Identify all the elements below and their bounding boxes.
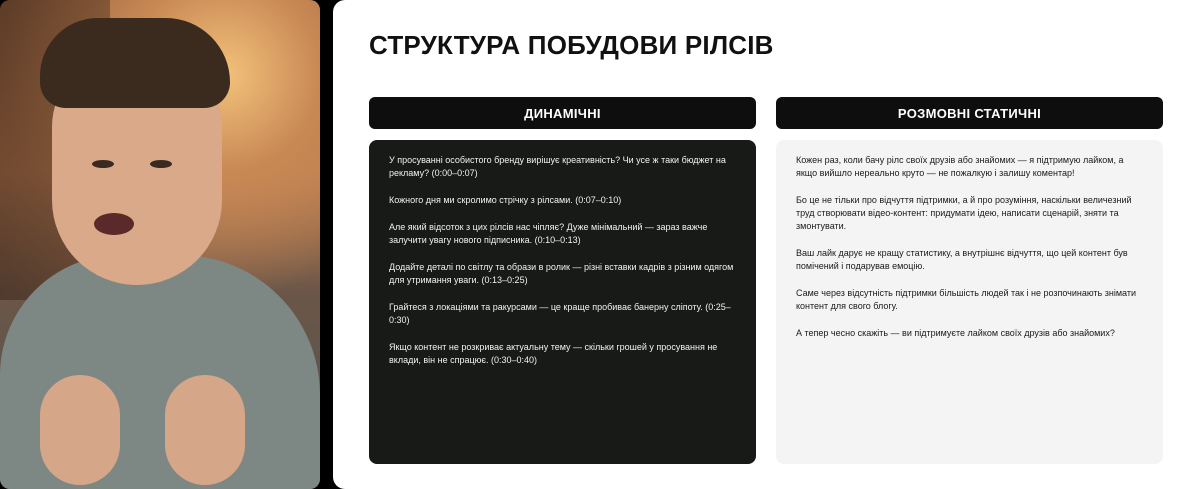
static-paragraph: Ваш лайк дарує не кращу статистику, а внутрішнє відчуття, що цей контент був помічений і подарував емоцію. — [796, 248, 1128, 271]
speaker-hand-right — [165, 375, 245, 485]
static-paragraph: Саме через відсутність підтримки більшість людей так і не розпочинають знімати контент для свого блогу. — [796, 288, 1136, 311]
dynamic-paragraph: Кожного дня ми скролимо стрічку з рілсами. (0:07–0:10) — [389, 195, 622, 205]
column-header-static: РОЗМОВНІ СТАТИЧНІ — [776, 97, 1163, 129]
speaker-mouth — [94, 213, 134, 235]
static-card — [776, 140, 1163, 464]
dynamic-card — [369, 140, 756, 464]
dynamic-paragraph: Але який відсоток з цих рілсів нас чіпляє? Дуже мінімальний — зараз важче залучити увагу нового підписника. (0:10–0:13) — [389, 222, 708, 245]
speaker-eye-right — [150, 160, 172, 168]
static-paragraph: Бо це не тільки про відчуття підтримки, а й про розуміння, наскільки величезний труд створювати відео-контент: придумати ідею, написати сценарій, зняти та змонтувати. — [796, 195, 1132, 231]
dynamic-paragraph: Грайтеся з локаціями та ракурсами — це краще пробиває банерну сліпоту. (0:25–0:30) — [389, 302, 731, 325]
slide-panel — [333, 0, 1200, 489]
static-paragraph: Кожен раз, коли бачу рілс своїх друзів або знайомих — я підтримую лайком, а якщо вийшло нереально круто — не пожалкую і залишу коментар! — [796, 155, 1124, 178]
speaker-eye-left — [92, 160, 114, 168]
speaker-hair — [40, 18, 230, 108]
speaker-hand-left — [40, 375, 120, 485]
page-title: СТРУКТУРА ПОБУДОВИ РІЛСІВ — [369, 30, 774, 60]
column-header-dynamic: ДИНАМІЧНІ — [369, 97, 756, 129]
dynamic-paragraph: Додайте деталі по світлу та образи в ролик — різні вставки кадрів з різним одягом для утримання уваги. (0:13–0:25) — [389, 262, 734, 285]
speaker-video — [0, 0, 320, 489]
static-paragraph: А тепер чесно скажіть — ви підтримуєте лайком своїх друзів або знайомих? — [796, 328, 1115, 338]
dynamic-paragraph: Якщо контент не розкриває актуальну тему — скільки грошей у просування не вклади, він не спрацює. (0:30–0:40) — [389, 342, 718, 365]
dynamic-paragraph: У просуванні особистого бренду вирішує креативність? Чи усе ж таки бюджет на рекламу? (0:00–0:07) — [389, 155, 726, 178]
